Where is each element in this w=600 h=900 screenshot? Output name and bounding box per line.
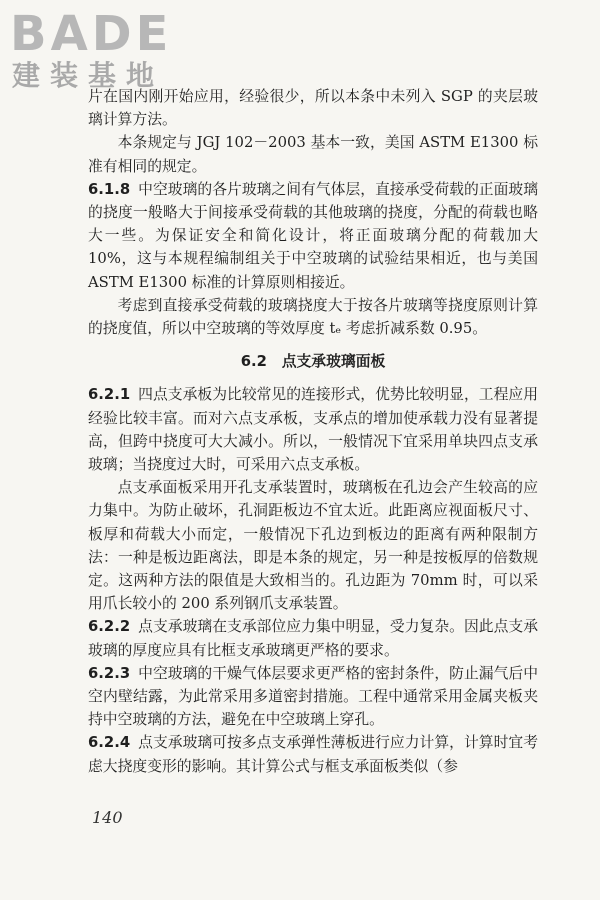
section-heading: 6.2 点支承玻璃面板: [240, 353, 386, 371]
clause-6-1-8: [88, 178, 538, 294]
paragraph: 本条规定与 JGJ 102－2003 基本一致，美国 ASTM E1300 标准有相同的规定。: [88, 134, 538, 175]
clause-6-2-2: [88, 615, 538, 661]
paragraph: 考虑到直接承受荷载的玻璃挠度大于按各片玻璃等挠度原则计算的挠度值，所以中空玻璃的等效厚度 tₑ 考虑折减系数 0.95。: [88, 296, 538, 338]
clause-text: 中空玻璃的干燥气体层要求更严格的密封条件，防止漏气后中空内壁结露，为此常采用多道密封措施。工程中通常采用金属夹板夹持中空玻璃的方法，避免在中空玻璃上穿孔。: [88, 664, 538, 729]
clause-number: 6.2.2: [88, 618, 131, 636]
logo: [10, 8, 172, 92]
clause-text: 点支承玻璃在支承部位应力集中明显，受力复杂。因此点支承玻璃的厚度应具有比框支承玻璃更严格的要求。: [88, 618, 538, 659]
clause-number: 6.2.4: [88, 734, 131, 752]
clause-6-2-3: [88, 662, 538, 732]
paragraph-continuation: 片在国内刚开始应用，经验很少，所以本条中未列入 SGP 的夹层玻璃计算方法。: [88, 88, 538, 129]
clause-text: 点支承玻璃可按多点支承弹性薄板进行应力计算，计算时宜考虑大挠度变形的影响。其计算公式与框支承面板类似（参: [88, 734, 538, 775]
page-body: [88, 85, 538, 778]
clause-text: 中空玻璃的各片玻璃之间有气体层，直接承受荷载的正面玻璃的挠度一般略大于间接承受荷载的其他玻璃的挠度，分配的荷载也略大一些。为保证安全和简化设计，将正面玻璃分配的荷载加大 10%，这与本规程编制组关于中空玻璃的试验结果相近，也与美国 ASTM E1300 标准的计算原则相接近。: [88, 180, 538, 291]
clause-6-2-4: [88, 731, 538, 777]
clause-number: 6.2.3: [88, 664, 131, 682]
logo-brand: BADE: [10, 6, 173, 62]
clause-6-2-1: [88, 383, 538, 476]
clause-number: 6.1.8: [88, 180, 131, 198]
logo-subtitle: 建装基地: [12, 59, 165, 92]
paragraph: 点支承面板采用开孔支承装置时，玻璃板在孔边会产生较高的应力集中。为防止破坏，孔洞距板边不宜太近。此距离应视面板尺寸、板厚和荷载大小而定，一般情况下孔边到板边的距离有两种限制方法：一种是板边距离法，即是本条的规定，另一种是按板厚的倍数规定。这两种方法的限值是大致相当的。孔边距为 70mm 时，可以采用爪长较小的 200 系列钢爪支承装置。: [88, 479, 538, 613]
page-number: 140: [92, 808, 123, 827]
clause-number: 6.2.1: [88, 386, 131, 404]
clause-text: 四点支承板为比较常见的连接形式，优势比较明显，工程应用经验比较丰富。而对六点支承板，支承点的增加使承载力没有显著提高，但跨中挠度可大大减小。所以，一般情况下宜采用单块四点支承玻璃；当挠度过大时，可采用六点支承板。: [88, 386, 538, 474]
